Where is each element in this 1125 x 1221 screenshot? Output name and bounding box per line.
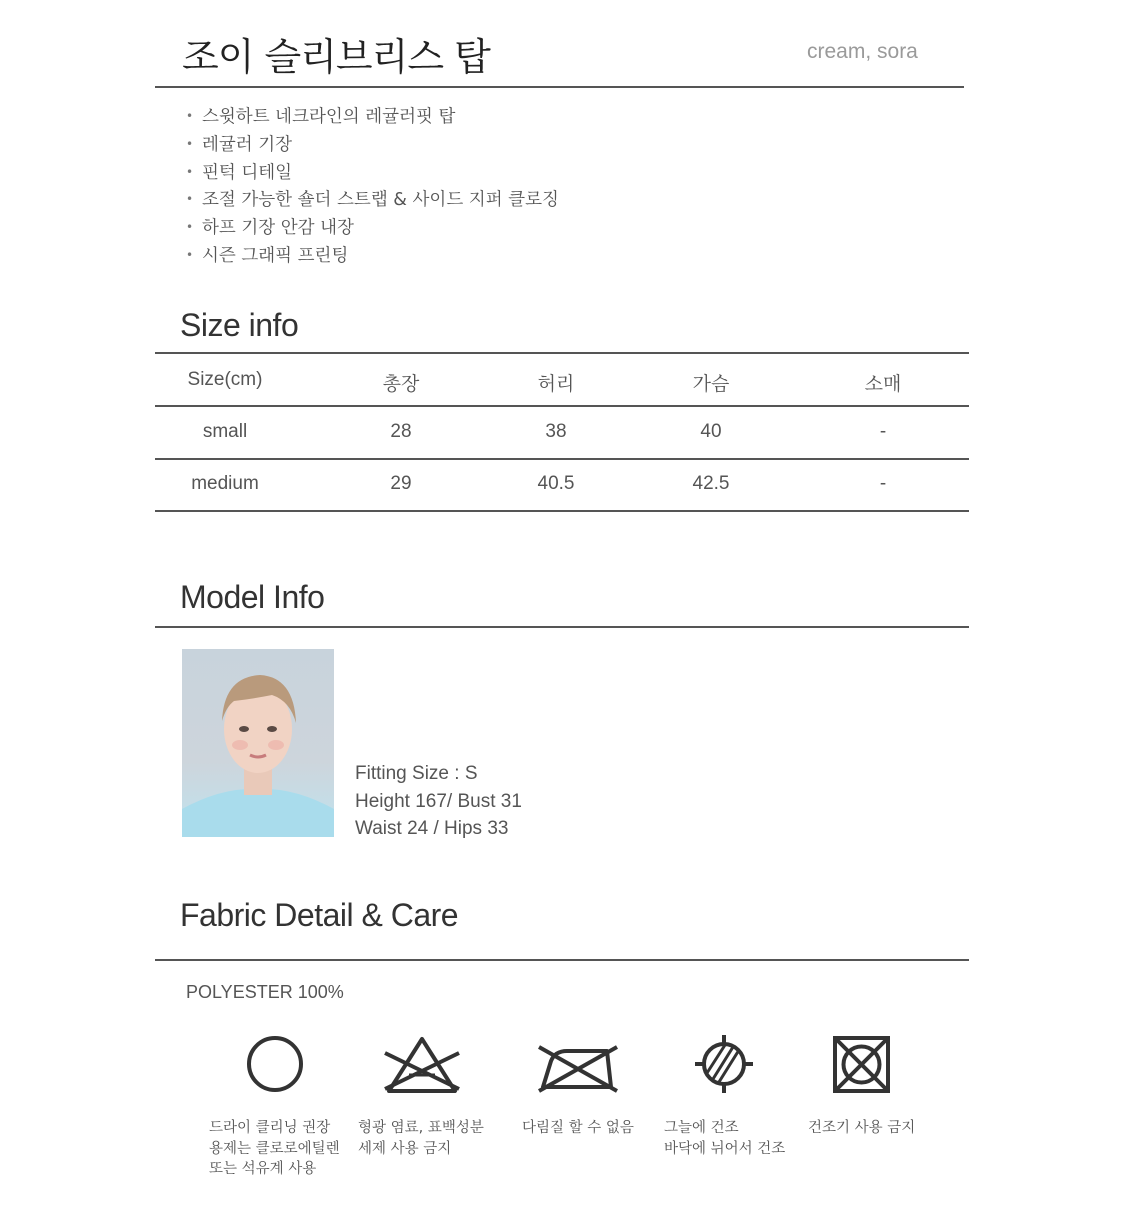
- model-info-divider: [155, 626, 969, 628]
- size-header-cell: 허리: [537, 374, 575, 395]
- no-bleach-icon: [381, 1033, 463, 1095]
- waist-hips: Waist 24 / Hips 33: [355, 818, 509, 839]
- care-line: 세제 사용 금지: [358, 1140, 452, 1157]
- shade-dry-flat-icon: [693, 1033, 755, 1095]
- size-table-header-line: [155, 405, 969, 407]
- size-cell: medium: [191, 473, 259, 494]
- size-header-cell: Size(cm): [187, 369, 263, 390]
- care-line: 그늘에 건조: [664, 1120, 739, 1136]
- dry-clean-icon: [244, 1033, 306, 1095]
- no-iron-icon: [537, 1033, 619, 1095]
- size-header-cell: 가슴: [692, 374, 730, 395]
- care-text-shade-dry: [664, 1118, 785, 1159]
- fabric-care-title: Fabric Detail & Care: [180, 897, 459, 933]
- height-bust: Height 167/ Bust 31: [355, 790, 522, 812]
- care-text-no-iron: [522, 1118, 634, 1139]
- size-cell: -: [879, 473, 887, 494]
- size-cell: small: [202, 421, 248, 442]
- size-table-top-line: [155, 352, 969, 354]
- feature-item: • 레귤러 기장: [186, 131, 559, 159]
- model-photo: [182, 649, 334, 837]
- care-text-no-tumble-dry: [808, 1118, 915, 1139]
- color-options: cream, sora: [807, 40, 918, 63]
- feature-item: • 하프 기장 안감 내장: [186, 214, 559, 242]
- product-title: 조이 슬리브리스 탑: [182, 35, 490, 79]
- feature-item: • 시즌 그래픽 프린팅: [186, 242, 559, 270]
- care-text-no-bleach: [358, 1118, 484, 1159]
- care-text-dry-clean: [209, 1118, 340, 1180]
- size-cell: 28: [390, 421, 412, 442]
- no-tumble-dry-icon: [831, 1033, 893, 1095]
- feature-item: • 스윗하트 네크라인의 레귤러핏 탑: [186, 103, 559, 131]
- care-line: 용제는 클로로에틸렌: [209, 1140, 340, 1157]
- size-header-cell: 소매: [864, 374, 902, 395]
- size-cell: 38: [545, 421, 567, 442]
- size-table-row-line: [155, 458, 969, 460]
- care-line: 드라이 클리닝 권장: [209, 1120, 331, 1136]
- care-line: 형광 염료, 표백성분: [358, 1120, 484, 1136]
- fabric-material: POLYESTER 100%: [186, 982, 344, 1002]
- model-portrait-illustration: [182, 649, 334, 837]
- feature-item: • 조절 가능한 숄더 스트랩 & 사이드 지퍼 클로징: [186, 186, 559, 214]
- size-cell: -: [879, 421, 887, 442]
- size-cell: 29: [390, 473, 412, 494]
- fitting-size: Fitting Size : S: [355, 763, 478, 784]
- size-header-cell: 총장: [382, 374, 420, 395]
- size-cell: 40: [700, 421, 722, 442]
- header-divider: [155, 86, 964, 88]
- care-line: 다림질 할 수 없음: [522, 1120, 634, 1136]
- fabric-divider: [155, 959, 969, 961]
- size-info-title: Size info: [180, 307, 299, 343]
- size-cell: 42.5: [692, 473, 730, 494]
- feature-item: • 핀턱 디테일: [186, 159, 559, 187]
- size-cell: 40.5: [537, 473, 575, 494]
- care-line: 바닥에 뉘어서 건조: [664, 1140, 786, 1157]
- feature-list: [186, 103, 559, 270]
- model-info-title: Model Info: [180, 579, 325, 615]
- model-measurements: [355, 760, 522, 843]
- care-line: 건조기 사용 금지: [808, 1120, 916, 1136]
- size-table-bottom-line: [155, 510, 969, 512]
- care-line: 또는 석유계 사용: [209, 1161, 317, 1177]
